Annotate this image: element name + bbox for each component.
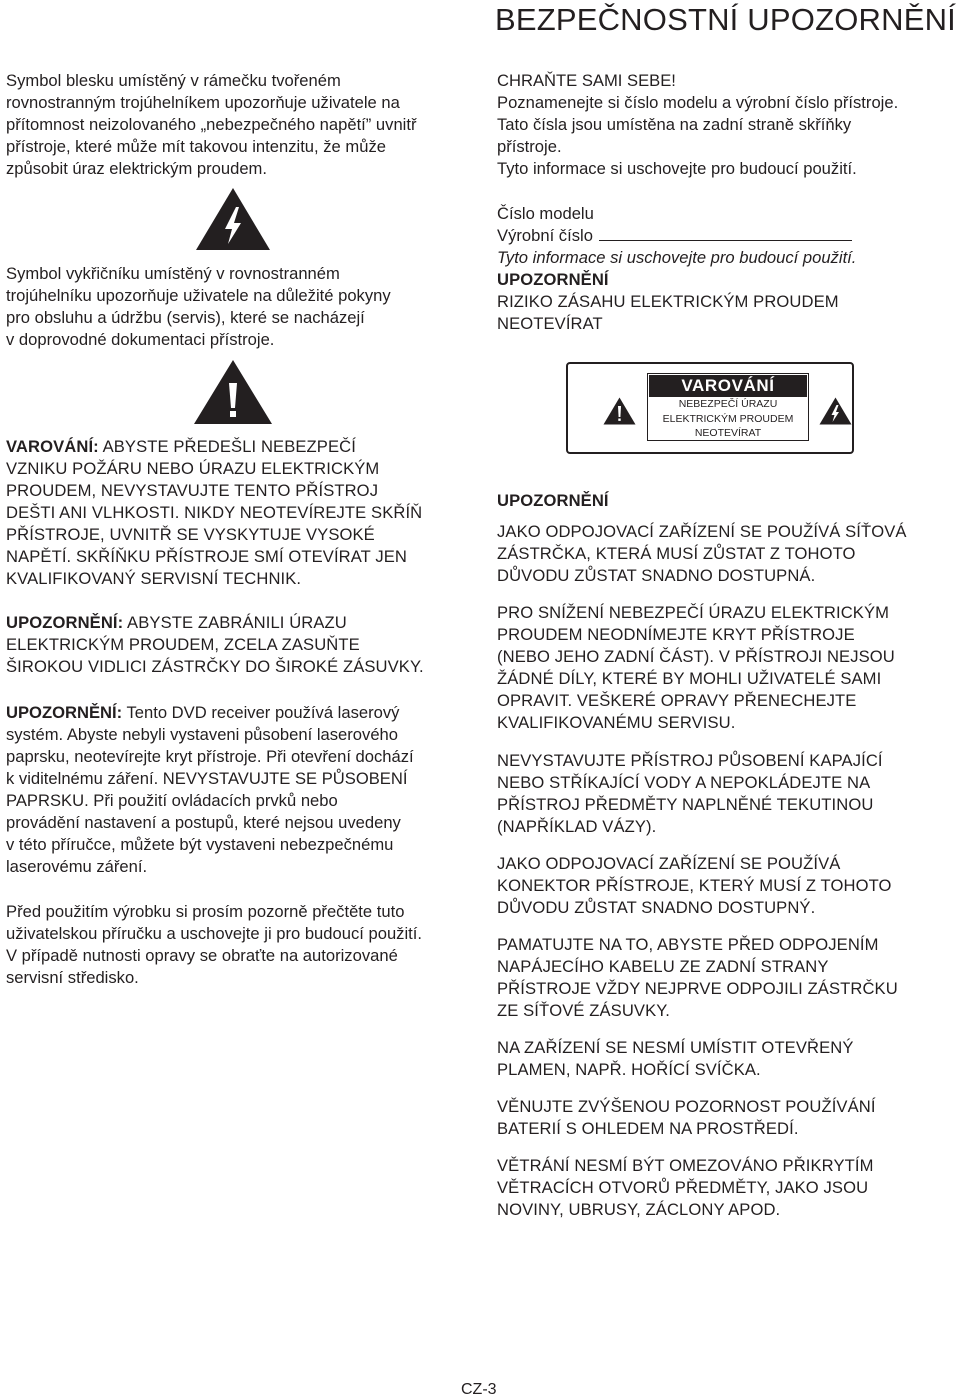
caution-laser	[6, 702, 476, 878]
text-line: VĚTRACÍCH OTVORŮ PŘEDMĚTY, JAKO JSOU	[497, 1178, 869, 1197]
page-number: CZ-3	[461, 1381, 497, 1398]
lightning-symbol-description	[6, 70, 466, 180]
page-title: BEZPEČNOSTNÍ UPOZORNĚNÍ	[494, 2, 956, 37]
text-line: přístroje.	[497, 137, 562, 156]
text-line: NEBO STŘÍKAJÍCÍ VODY A NEPOKLÁDEJTE NA	[497, 773, 871, 792]
text-line: NEBEZPEČÍ ÚRAZU	[678, 398, 778, 410]
text-line: DEŠTI ANI VLHKOSTI. NIKDY NEOTEVÍREJTE SKŘÍŇ	[6, 503, 423, 522]
text-line: PŘÍSTROJE, UVNITŘ SE VYSKYTUJE VYSOKÉ	[6, 525, 375, 544]
exclamation-warning-icon	[193, 359, 273, 425]
paragraph	[497, 1155, 957, 1221]
text-line: NEVYSTAVUJTE PŘÍSTROJ PŮSOBENÍ KAPAJÍCÍ	[497, 751, 883, 770]
text-line: k viditelnému záření. NEVYSTAVUJTE SE PŮSOBENÍ	[6, 769, 408, 788]
text-line: NOVINY, UBRUSY, ZÁCLONY APOD.	[497, 1200, 781, 1219]
text-line: ŽÁDNÉ DÍLY, KTERÉ BY MOHLI UŽIVATELÉ SAMI	[497, 669, 882, 688]
text-line: OPRAVIT. VEŠKERÉ OPRAVY PŘENECHEJTE	[497, 691, 857, 710]
text-line: ŠIROKOU VIDLICI ZÁSTRČKY DO ŠIROKÉ ZÁSUVKY.	[6, 657, 424, 676]
text-line: laserovému záření.	[6, 857, 148, 876]
text-line: DŮVODU ZŮSTAT SNADNO DOSTUPNÁ.	[497, 566, 816, 585]
text-line: PLAMEN, NAPŘ. HOŘÍCÍ SVÍČKA.	[497, 1060, 761, 1079]
text-line	[6, 436, 476, 458]
text-line: V případě nutnosti opravy se obraťte na autorizované	[6, 946, 398, 965]
paragraph	[497, 750, 957, 838]
text-line: Poznamenejte si číslo modelu a výrobní číslo přístroje.	[497, 93, 899, 112]
exclamation-warning-icon	[603, 397, 636, 425]
text-fragment: Tento DVD receiver používá laserový	[122, 703, 400, 722]
text-line: v této příručce, můžete být vystaveni nebezpečnému	[6, 835, 394, 854]
text-line: KVALIFIKOVANÝ SERVISNÍ TECHNIK.	[6, 569, 302, 588]
text-line: ELEKTRICKÝM PROUDEM	[662, 412, 794, 425]
text-line: JAKO ODPOJOVACÍ ZAŘÍZENÍ SE POUŽÍVÁ SÍŤOVÁ	[497, 522, 907, 541]
text-line: pro obsluhu a údržbu (servis), které se nacházejí	[6, 308, 365, 327]
warning-label	[647, 373, 809, 441]
text-line: ZE SÍŤOVÉ ZÁSUVKY.	[497, 1001, 671, 1020]
text-line: (NAPŘÍKLAD VÁZY).	[497, 817, 657, 836]
text-line: trojúhelníku upozorňuje uživatele na důležité pokyny	[6, 286, 391, 305]
paragraph	[497, 853, 957, 919]
protect-yourself	[497, 70, 957, 180]
closing-note	[6, 901, 476, 989]
text-line: PROUDEM, NEVYSTAVUJTE TENTO PŘÍSTROJ	[6, 481, 379, 500]
text-line: Symbol vykřičníku umístěný v rovnostranném	[6, 264, 340, 283]
caution-heading: UPOZORNĚNÍ	[497, 270, 609, 289]
model-number-label: Číslo modelu	[497, 204, 594, 223]
serial-number-row	[497, 225, 957, 247]
text-line: VĚNUJTE ZVÝŠENOU POZORNOST POUŽÍVÁNÍ	[497, 1097, 876, 1116]
text-line: JAKO ODPOJOVACÍ ZAŘÍZENÍ SE POUŽÍVÁ	[497, 854, 841, 873]
text-line: PRO SNÍŽENÍ NEBEZPEČÍ ÚRAZU ELEKTRICKÝM	[497, 603, 890, 622]
text-line: rovnostranným trojúhelníkem upozorňuje uživatele na	[6, 93, 400, 112]
text-line: PROUDEM NEODNÍMEJTE KRYT PŘÍSTROJE	[497, 625, 855, 644]
text-line: Tato čísla jsou umístěna na zadní straně skříňky	[497, 115, 852, 134]
text-line: ZÁSTRČKA, KTERÁ MUSÍ ZŮSTAT Z TOHOTO	[497, 544, 856, 563]
lightning-warning-icon	[195, 187, 271, 251]
text-line: PAMATUJTE NA TO, ABYSTE PŘED ODPOJENÍM	[497, 935, 879, 954]
text-line: VZNIKU POŽÁRU NEBO ÚRAZU ELEKTRICKÝM	[6, 459, 380, 478]
serial-number-blank	[599, 227, 852, 241]
caution-plug	[6, 612, 476, 678]
text-line: paprsku, neotevírejte kryt přístroje. Při otevření dochází	[6, 747, 414, 766]
text-line: NA ZAŘÍZENÍ SE NESMÍ UMÍSTIT OTEVŘENÝ	[497, 1038, 854, 1057]
text-line: PAPRSKU. Při použití ovládacích prvků nebo	[6, 791, 338, 810]
paragraph	[497, 1096, 957, 1140]
text-line: servisní středisko.	[6, 968, 139, 987]
text-line: NEOTEVÍRAT	[694, 427, 762, 439]
caution-lead: UPOZORNĚNÍ:	[6, 613, 124, 632]
warning-fire-shock	[6, 436, 476, 590]
text-line: (NEBO JEHO ZADNÍ ČÁST). V PŘÍSTROJI NEJSOU	[497, 647, 895, 666]
text-line: VĚTRÁNÍ NESMÍ BÝT OMEZOVÁNO PŘIKRYTÍM	[497, 1156, 874, 1175]
text-line: Tyto informace si uschovejte pro budoucí použití.	[497, 159, 857, 178]
paragraph	[497, 602, 957, 734]
paragraph	[497, 1037, 957, 1081]
text-line: KONEKTOR PŘÍSTROJE, KTERÝ MUSÍ Z TOHOTO	[497, 876, 892, 895]
caution-lead: UPOZORNĚNÍ:	[6, 703, 123, 722]
text-line: způsobit úraz elektrickým proudem.	[6, 159, 267, 178]
warning-label-title: VAROVÁNÍ	[649, 375, 807, 397]
text-line: NEOTEVÍRAT	[497, 314, 603, 333]
text-line: Symbol blesku umístěný v rámečku tvořeném	[6, 71, 341, 90]
text-line: uživatelskou příručku a uschovejte ji pro budoucí použití.	[6, 924, 422, 943]
text-line	[6, 612, 476, 634]
keep-note: Tyto informace si uschovejte pro budoucí použití.	[497, 248, 857, 267]
text-line: PŘÍSTROJ PŘEDMĚTY NAPLNĚNÉ TEKUTINOU	[497, 795, 874, 814]
text-line: CHRAŇTE SAMI SEBE!	[497, 71, 676, 90]
text-fragment: ABYSTE ZABRÁNILI ÚRAZU	[123, 613, 347, 632]
text-line: provádění nastavení a postupů, které nejsou uvedeny	[6, 813, 401, 832]
paragraph	[497, 934, 957, 1022]
warning-label-text	[648, 397, 808, 441]
text-line: NAPĚTÍ. SKŘÍŇKU PŘÍSTROJE SMÍ OTEVÍRAT JEN	[6, 547, 407, 566]
exclamation-symbol-description	[6, 263, 466, 351]
text-line: Před použitím výrobku si prosím pozorně přečtěte tuto	[6, 902, 405, 921]
text-line: přítomnost neizolovaného „nebezpečného napětí” uvnitř	[6, 115, 417, 134]
text-fragment: ABYSTE PŘEDEŠLI NEBEZPEČÍ	[98, 437, 356, 456]
text-line	[6, 702, 476, 724]
text-line: přístroje, které může mít takovou intenzitu, že může	[6, 137, 386, 156]
text-line: BATERIÍ S OHLEDEM NA PROSTŘEDÍ.	[497, 1119, 799, 1138]
serial-number-label: Výrobní číslo	[497, 226, 593, 245]
text-line: PŘÍSTROJE VŽDY NEJPRVE ODPOJILI ZÁSTRČKU	[497, 979, 898, 998]
text-line: DŮVODU ZŮSTAT SNADNO DOSTUPNÝ.	[497, 898, 816, 917]
paragraph	[497, 521, 957, 587]
caution-heading: UPOZORNĚNÍ	[497, 491, 609, 510]
text-line: v doprovodné dokumentaci přístroje.	[6, 330, 275, 349]
text-line: KVALIFIKOVANÉMU SERVISU.	[497, 713, 736, 732]
warning-lead: VAROVÁNÍ:	[6, 437, 99, 456]
lightning-warning-icon	[819, 397, 852, 425]
text-line: systém. Abyste nebyli vystaveni působení laserového	[6, 725, 399, 744]
model-serial-block	[497, 203, 957, 335]
text-line: NAPÁJECÍHO KABELU ZE ZADNÍ STRANY	[497, 957, 829, 976]
text-line: ELEKTRICKÝM PROUDEM, ZCELA ZASUŇTE	[6, 635, 360, 654]
text-line: RIZIKO ZÁSAHU ELEKTRICKÝM PROUDEM	[497, 292, 839, 311]
